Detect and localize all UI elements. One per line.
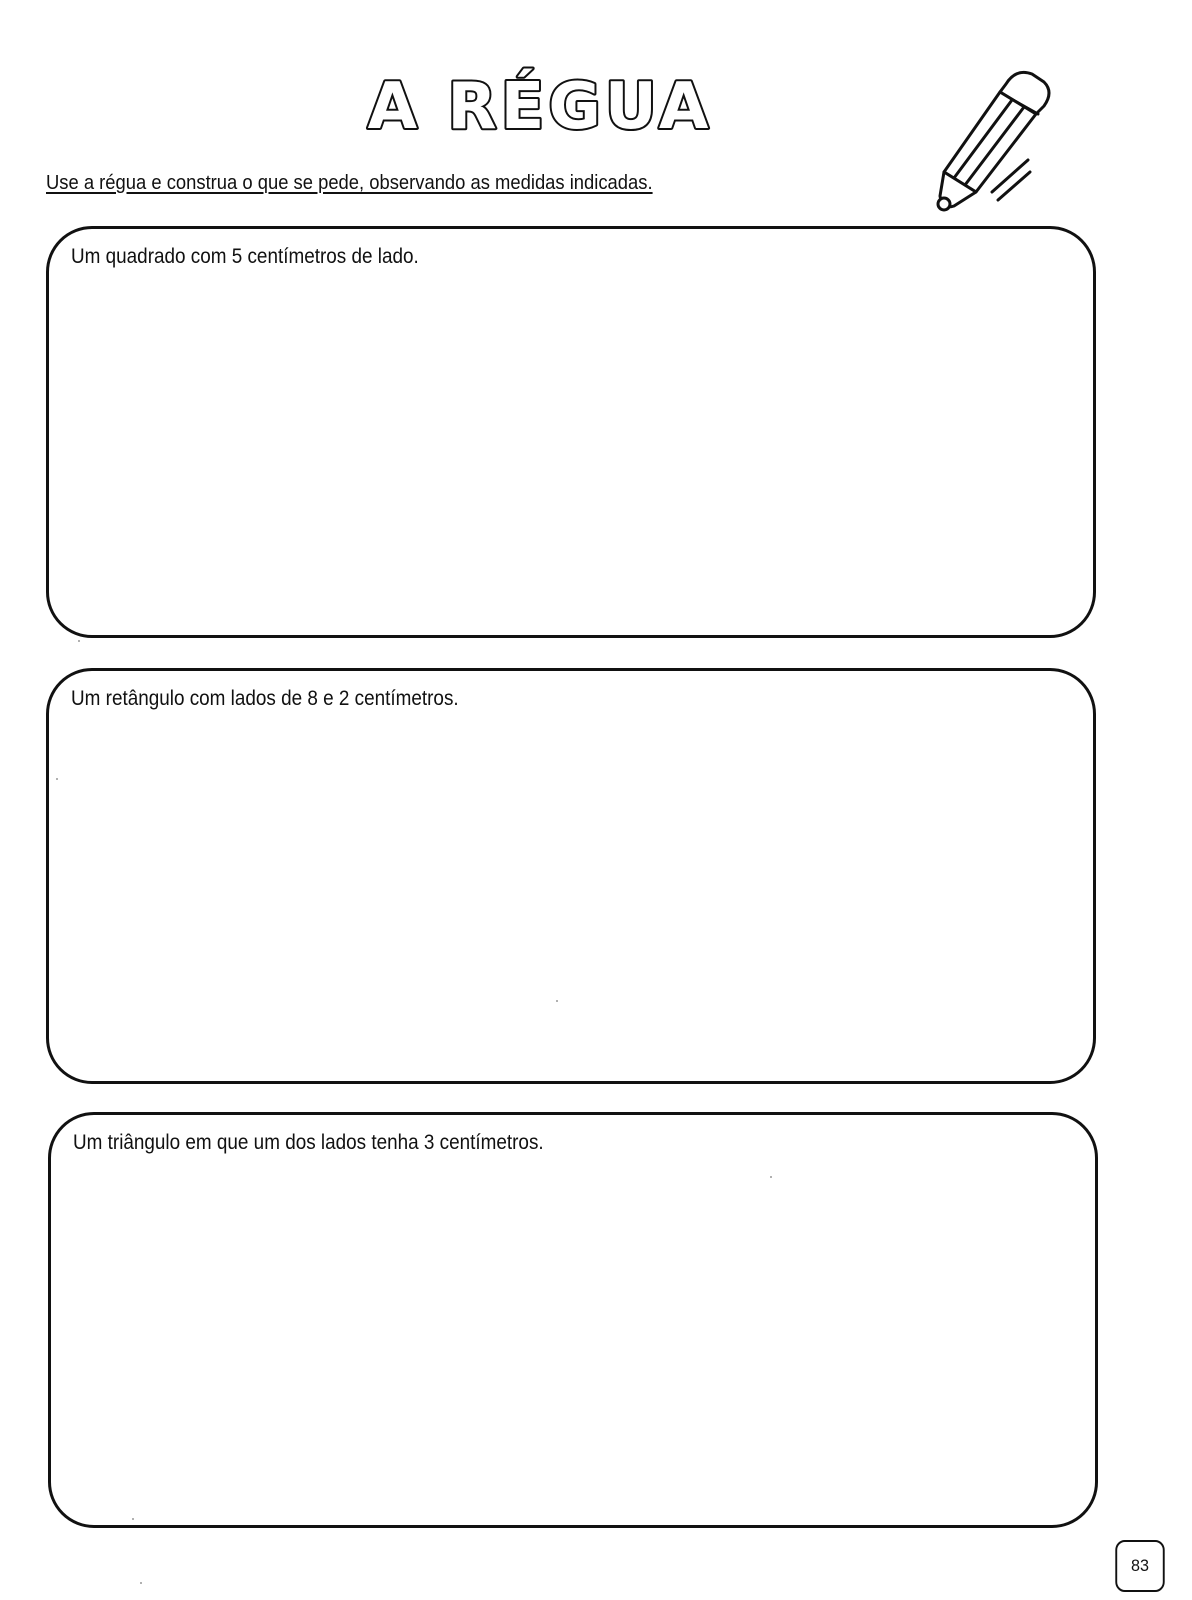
task-prompt: Um quadrado com 5 centímetros de lado. [71, 245, 419, 268]
scan-speck [770, 1176, 772, 1178]
task-box-rectangle[interactable] [46, 668, 1096, 1084]
instruction-text: Use a régua e construa o que se pede, observando as medidas indicadas. [46, 172, 653, 194]
scan-speck [556, 1000, 558, 1002]
page-number: 83 [1115, 1540, 1164, 1592]
pencil-icon [936, 64, 1066, 224]
scan-speck [132, 1518, 134, 1520]
scan-speck [56, 778, 58, 780]
scan-speck [140, 1582, 142, 1584]
task-box-triangle[interactable] [48, 1112, 1098, 1528]
scan-speck [78, 640, 80, 642]
task-prompt: Um triângulo em que um dos lados tenha 3 centímetros. [73, 1131, 544, 1154]
page-title-text: A RÉGUA [367, 70, 713, 144]
task-box-square[interactable] [46, 226, 1096, 638]
task-prompt: Um retângulo com lados de 8 e 2 centímetros. [71, 687, 459, 710]
page-title-graphic [360, 58, 720, 148]
page-title [360, 58, 720, 148]
